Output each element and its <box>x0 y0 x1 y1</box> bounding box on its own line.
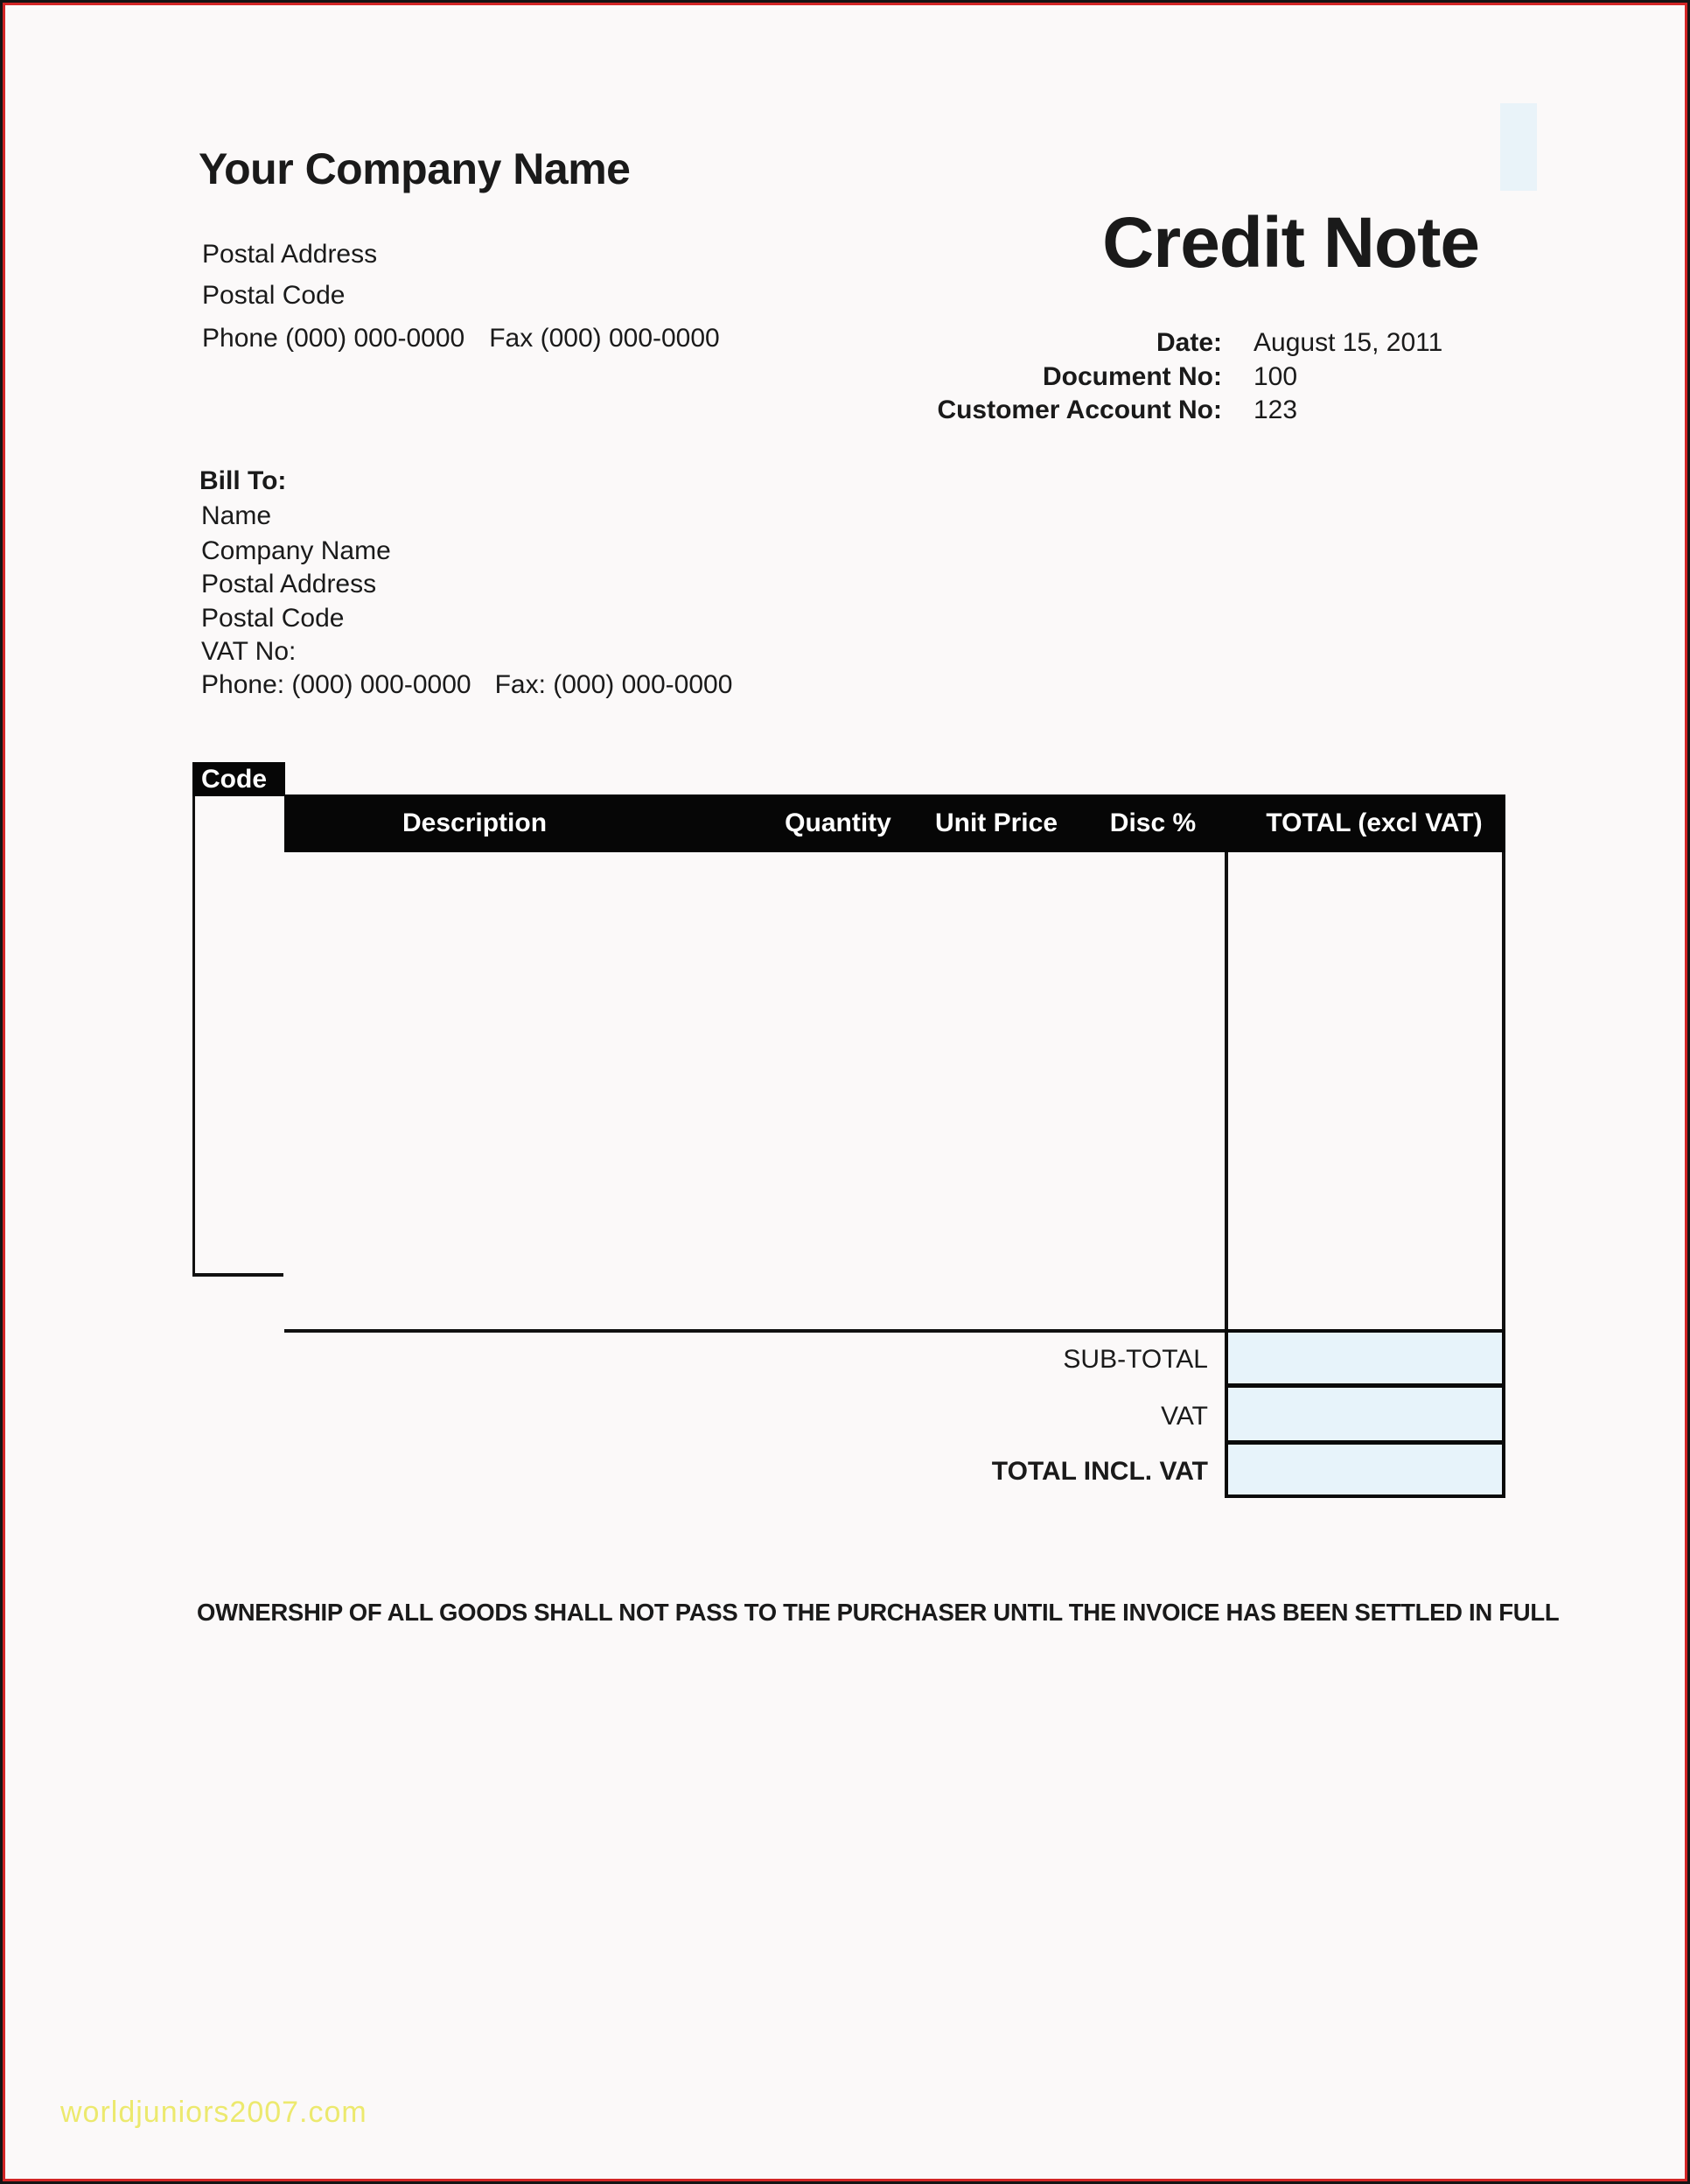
totals-divider-2 <box>1225 1440 1505 1445</box>
code-column-left-border <box>192 796 195 1276</box>
company-postal-code: Postal Code <box>202 281 346 310</box>
date-label: Date: <box>1156 328 1222 357</box>
bill-to-heading: Bill To: <box>199 466 287 495</box>
code-column-bottom-border <box>192 1273 283 1277</box>
total-incl-vat-label: TOTAL INCL. VAT <box>991 1457 1208 1486</box>
customer-account-no-label: Customer Account No: <box>937 396 1222 424</box>
bill-to-name: Name <box>201 501 272 530</box>
document-no-value: 100 <box>1254 362 1298 391</box>
document-title: Credit Note <box>1102 203 1479 283</box>
bill-to-postal-code: Postal Code <box>201 604 345 633</box>
code-header-label: Code <box>201 764 267 794</box>
bill-to-fax: Fax: (000) 000-0000 <box>494 670 733 699</box>
vat-label: VAT <box>1161 1402 1208 1431</box>
bill-to-company-name: Company Name <box>201 536 391 565</box>
table-header-code <box>192 762 285 796</box>
bill-to-postal-address: Postal Address <box>201 570 377 598</box>
column-header-description: Description <box>402 808 548 837</box>
bill-to-phone: Phone: (000) 000-0000 <box>201 670 471 699</box>
watermark-text: worldjuniors2007.com <box>60 2096 367 2129</box>
company-fax: Fax (000) 000-0000 <box>489 324 720 353</box>
total-column-right-border <box>1502 852 1505 1333</box>
totals-amount-cells <box>1225 1329 1505 1498</box>
column-header-unit-price: Unit Price <box>934 808 1058 837</box>
column-header-disc: Disc % <box>1109 808 1197 837</box>
ownership-note: OWNERSHIP OF ALL GOODS SHALL NOT PASS TO THE PURCHASER UNTIL THE INVOICE HAS BEEN SETTLED IN FULL <box>197 1599 1560 1626</box>
column-header-quantity: Quantity <box>785 808 891 837</box>
sub-total-label: SUB-TOTAL <box>1063 1345 1208 1374</box>
company-postal-address: Postal Address <box>202 240 378 269</box>
company-phone: Phone (000) 000-0000 <box>202 324 465 353</box>
column-header-total-excl-vat: TOTAL (excl VAT) <box>1266 808 1483 837</box>
bill-to-vat-no: VAT No: <box>201 637 297 666</box>
total-column-left-border <box>1225 852 1228 1333</box>
table-header-bar <box>284 794 1505 852</box>
highlight-rectangle <box>1500 103 1537 191</box>
totals-divider-1 <box>1225 1383 1505 1388</box>
customer-account-no-value: 123 <box>1254 396 1298 424</box>
company-name: Your Company Name <box>199 144 631 193</box>
document-no-label: Document No: <box>1043 362 1222 391</box>
bill-to-phone-fax-row <box>201 670 732 701</box>
date-value: August 15, 2011 <box>1254 328 1443 357</box>
